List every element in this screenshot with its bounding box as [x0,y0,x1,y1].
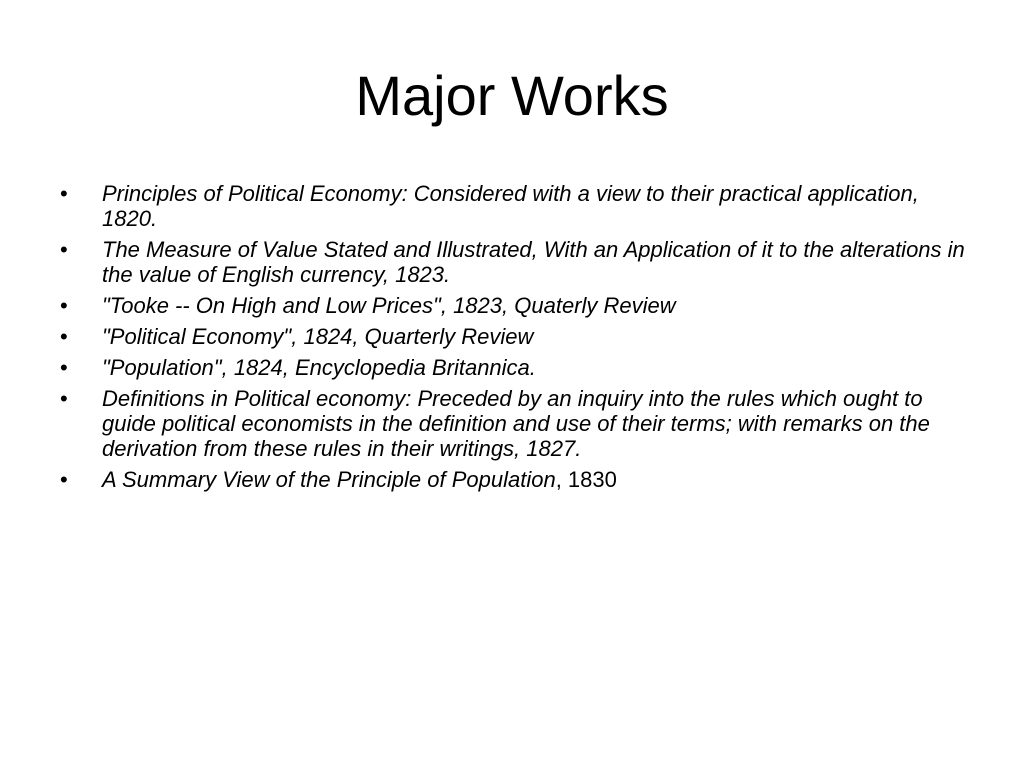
slide-title: Major Works [355,64,669,127]
bullet-icon: • [60,293,68,318]
work-suffix: , 1830 [555,467,617,492]
work-title: "Tooke -- On High and Low Prices", 1823, Quaterly Review [102,293,676,318]
list-item [60,386,970,461]
list-item [60,237,970,287]
work-title: The Measure of Value Stated and Illustrated, With an Application of it to the alterations in the value of English currency, 1823. [102,237,965,287]
work-title: A Summary View of the Principle of Population [102,467,556,492]
list-item [60,467,970,492]
works-list [60,181,970,498]
bullet-icon: • [60,355,68,380]
list-item [60,355,970,380]
list-item [60,181,970,231]
list-item [60,293,970,318]
work-title: "Political Economy", 1824, Quarterly Review [102,324,534,349]
bullet-icon: • [60,324,68,349]
bullet-icon: • [60,386,68,411]
work-title: Principles of Political Economy: Considered with a view to their practical application, 1820. [102,181,919,231]
bullet-icon: • [60,467,68,492]
bullet-icon: • [60,181,68,206]
work-title: "Population", 1824, Encyclopedia Britannica. [102,355,536,380]
work-title: Definitions in Political economy: Preceded by an inquiry into the rules which ought to guide political economists in the definition and use of their terms; with remarks on the derivation from these rules in their writings, 1827. [102,386,930,461]
list-item [60,324,970,349]
bullet-icon: • [60,237,68,262]
